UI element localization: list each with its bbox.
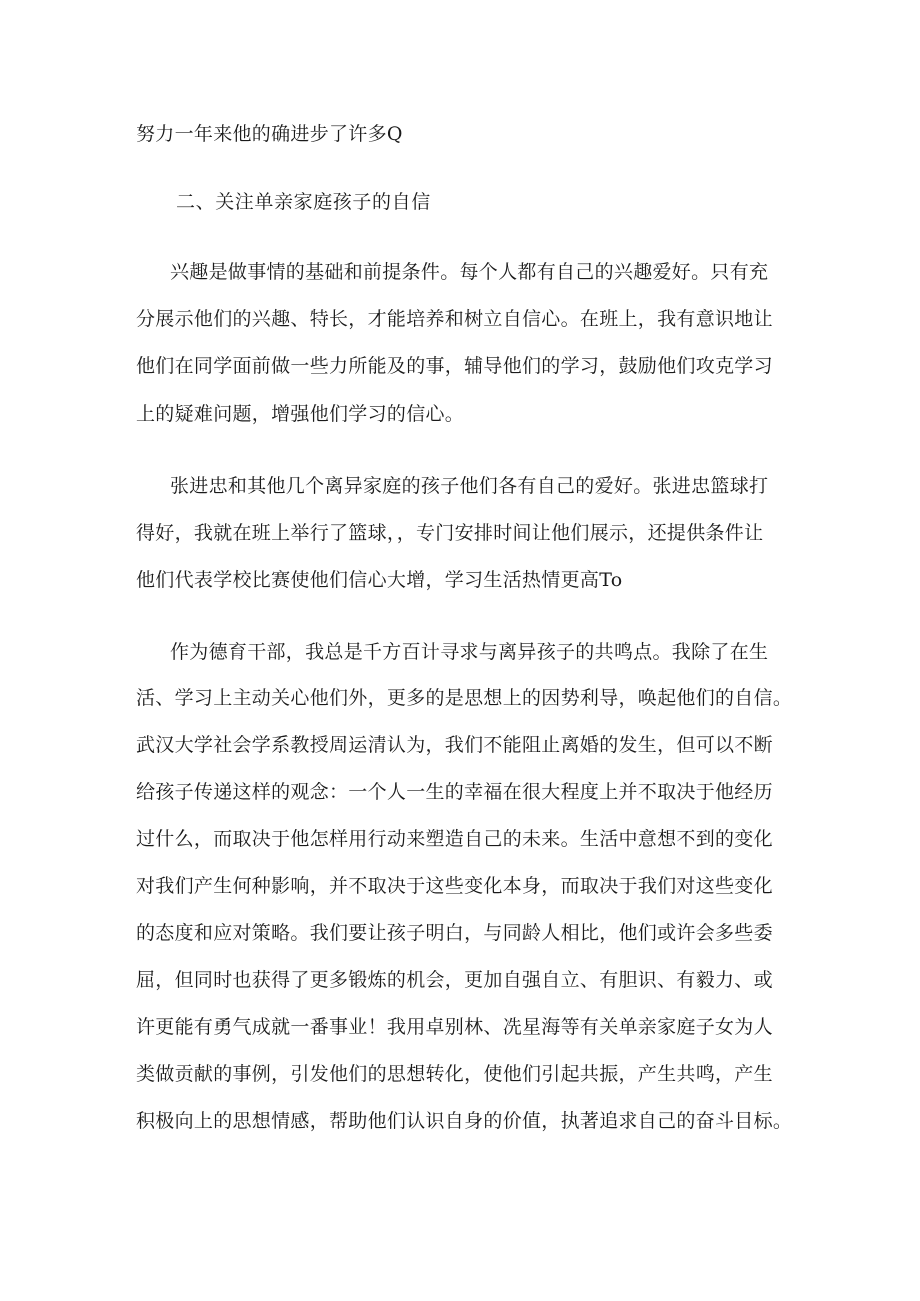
paragraph-1-line: 分展示他们的兴趣、特长，才能培养和树立自信心。在班上，我有意识地让 [136,308,773,330]
paragraph-3-line: 过什么，而取决于他怎样用行动来塑造自己的未来。生活中意想不到的变化 [136,828,773,850]
paragraph-3-line: 对我们产生何种影响，并不取决于这些变化本身，而取决于我们对这些变化 [136,875,773,897]
section-heading: 二、关注单亲家庭孩子的自信 [176,191,431,213]
paragraph-2-line: 得好，我就在班上举行了篮球，，专门安排时间让他们展示，还提供条件让 [136,522,764,544]
paragraph-3-line: 的态度和应对策略。我们要让孩子明白，与同龄人相比，他们或许会多些委 [136,922,773,944]
paragraph-2-line: 张进忠和其他几个离异家庭的孩子他们各有自己的爱好。张进忠篮球打 [170,475,769,497]
paragraph-2-line: 他们代表学校比赛使他们信心大增，学习生活热情更高To [136,569,623,591]
paragraph-3-line: 武汉大学社会学系教授周运清认为，我们不能阻止离婚的发生，但可以不断 [136,734,773,756]
paragraph-3-line: 给孩子传递这样的观念：一个人一生的幸福在很大程度上并不取决于他经历 [136,781,773,803]
intro-line: 努力一年来他的确进步了许多Q [136,123,403,145]
paragraph-1-line: 兴趣是做事情的基础和前提条件。每个人都有自己的兴趣爱好。只有充 [170,261,769,283]
paragraph-3-line: 积极向上的思想情感，帮助他们认识自身的价值，执著追求自己的奋斗目标。 [136,1110,793,1132]
paragraph-3-line: 活、学习上主动关心他们外，更多的是思想上的因势利导，唤起他们的自信。 [136,687,793,709]
paragraph-3-line: 许更能有勇气成就一番事业！我用卓别林、冼星海等有关单亲家庭子女为人 [136,1016,773,1038]
paragraph-1-line: 上的疑难问题，增强他们学习的信心。 [136,403,465,425]
paragraph-1-line: 他们在同学面前做一些力所能及的事，辅导他们的学习，鼓励他们攻克学习 [136,355,773,377]
paragraph-3-line: 作为德育干部，我总是千方百计寻求与离异孩子的共鸣点。我除了在生 [170,641,769,663]
paragraph-3-line: 屈，但同时也获得了更多锻炼的机会，更加自强自立、有胆识、有毅力、或 [136,969,773,991]
paragraph-3-line: 类做贡献的事例，引发他们的思想转化，使他们引起共振，产生共鸣，产生 [136,1063,773,1085]
